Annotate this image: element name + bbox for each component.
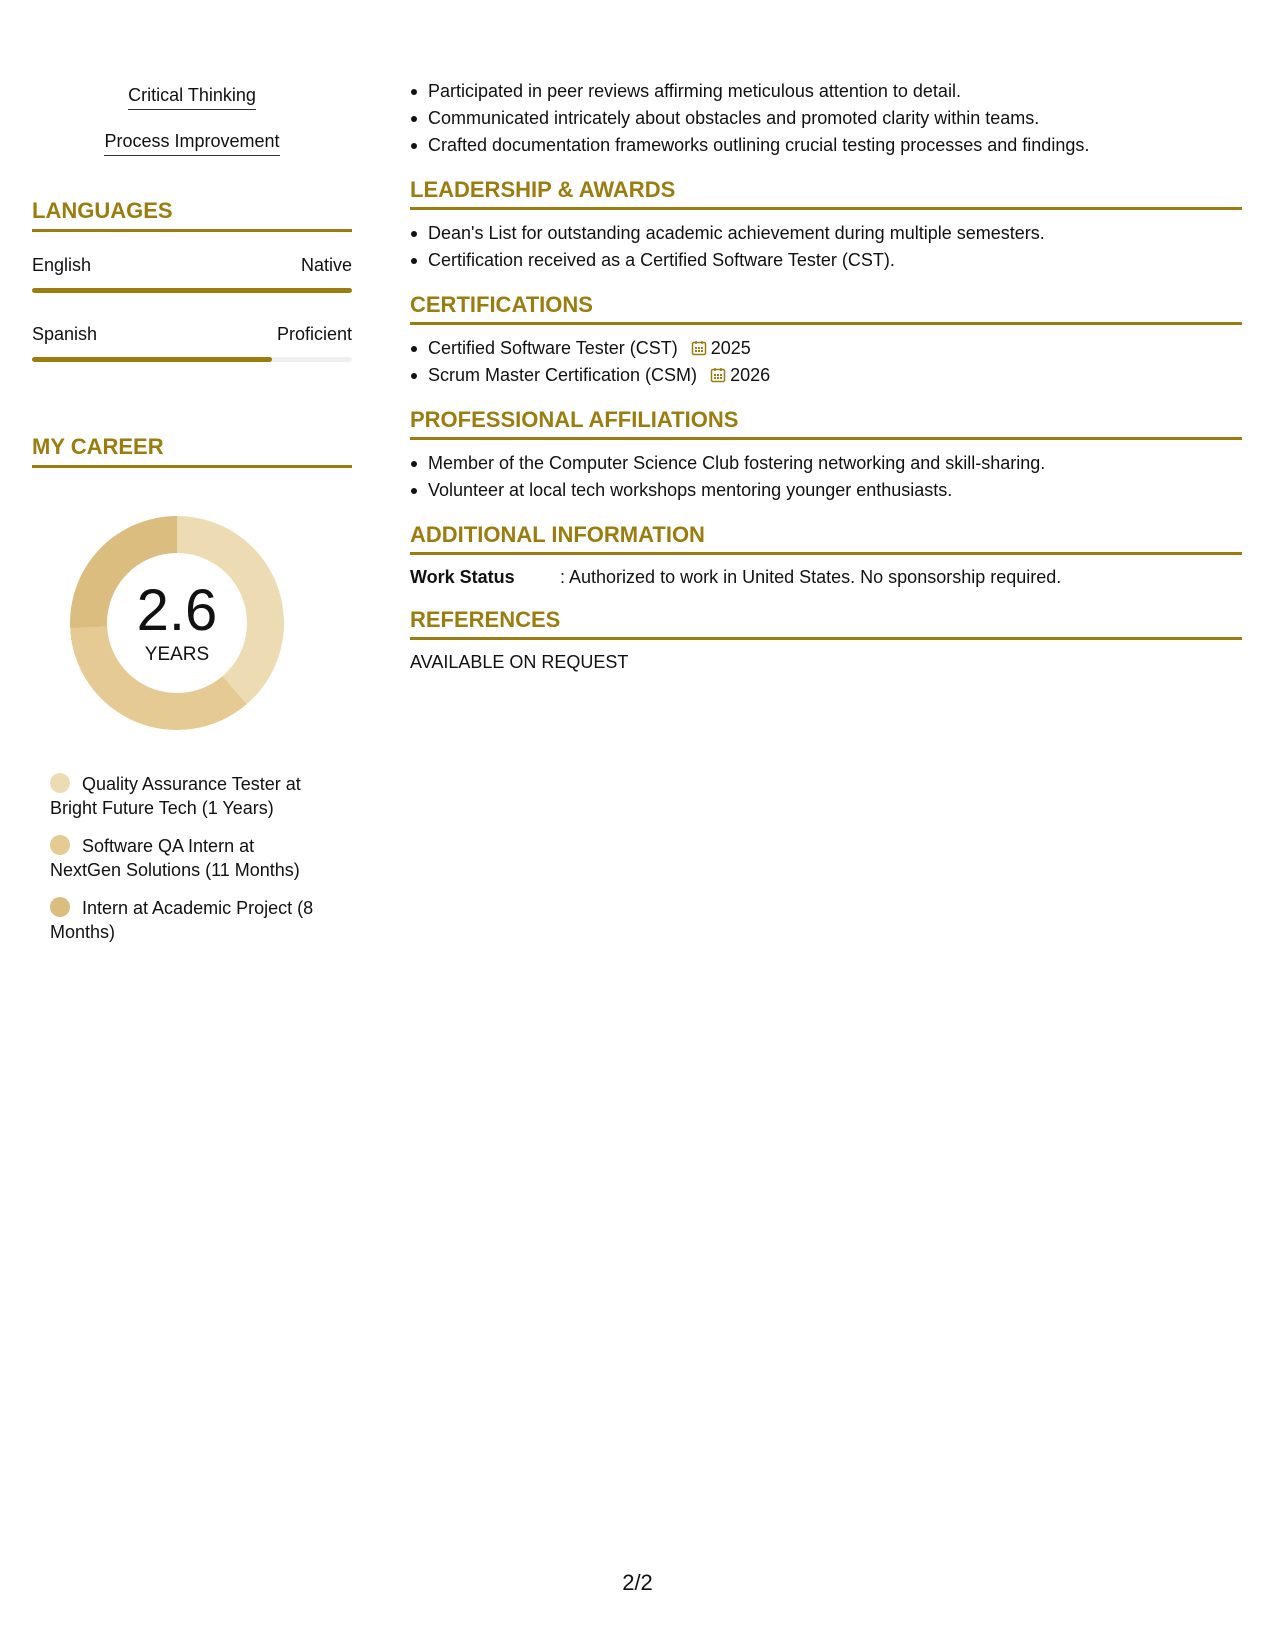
certifications-title: CERTIFICATIONS: [410, 292, 1242, 325]
career-legend: [50, 772, 330, 944]
legend-label: Quality Assurance Tester at Bright Future Tech (1 Years): [50, 774, 301, 818]
bullet-item: Crafted documentation frameworks outlining crucial testing processes and findings.: [410, 132, 1242, 159]
leadership-section: [410, 177, 1242, 274]
work-status-label: Work Status: [410, 567, 515, 587]
language-name: Spanish: [32, 324, 98, 344]
legend-dot: [50, 897, 70, 917]
certification-year: 2025: [710, 338, 751, 358]
skill-label: Critical Thinking: [128, 84, 256, 110]
bullet-item: Communicated intricately about obstacles and promoted clarity within teams.: [410, 105, 1242, 132]
language-bar-fill: [32, 288, 352, 293]
legend-dot: [50, 773, 70, 793]
affiliations-section: [410, 407, 1242, 504]
language-bar: [32, 357, 352, 362]
career-total-unit: YEARS: [144, 644, 210, 665]
work-status-value: : Authorized to work in United States. No sponsorship required.: [560, 567, 1062, 587]
languages-section: [32, 198, 352, 362]
language-item: [32, 254, 352, 293]
bullet-item: Member of the Computer Science Club fostering networking and skill-sharing.: [410, 450, 1242, 477]
calendar-icon: [710, 367, 726, 383]
career-total-value: 2.6: [136, 578, 218, 643]
bullet-item: Volunteer at local tech workshops mentoring younger enthusiasts.: [410, 477, 1242, 504]
legend-item: [50, 772, 330, 820]
language-item: [32, 323, 352, 362]
certification-name: Scrum Master Certification (CSM): [428, 365, 698, 385]
certification-name: Certified Software Tester (CST): [428, 338, 678, 358]
language-level: Native: [300, 255, 352, 275]
references-text: AVAILABLE ON REQUEST: [410, 652, 629, 672]
legend-label: Intern at Academic Project (8 Months): [50, 898, 314, 942]
page-number: 2/2: [622, 1570, 653, 1595]
certification-item: [410, 362, 1242, 389]
language-bar: [32, 288, 352, 293]
certifications-section: [410, 292, 1242, 389]
language-level: Proficient: [276, 324, 352, 344]
right-column: [410, 78, 1242, 674]
calendar-icon: [691, 340, 707, 356]
language-name: English: [32, 255, 92, 275]
bullet-item: Certification received as a Certified Software Tester (CST).: [410, 247, 1242, 274]
legend-label: Software QA Intern at NextGen Solutions (11 Months): [50, 836, 300, 880]
legend-item: [50, 834, 330, 882]
skill-item: [32, 84, 352, 110]
legend-item: [50, 896, 330, 944]
work-status-row: [410, 565, 1242, 589]
left-column: [32, 84, 352, 958]
career-title: MY CAREER: [32, 434, 352, 468]
experience-bullets: [410, 78, 1242, 159]
skill-item: [32, 130, 352, 156]
language-bar-fill: [32, 357, 272, 362]
leadership-title: LEADERSHIP & AWARDS: [410, 177, 1242, 210]
certification-year: 2026: [730, 365, 771, 385]
affiliations-title: PROFESSIONAL AFFILIATIONS: [410, 407, 1242, 440]
bullet-item: Participated in peer reviews affirming meticulous attention to detail.: [410, 78, 1242, 105]
certification-item: [410, 335, 1242, 362]
skill-label: Process Improvement: [104, 130, 279, 156]
career-donut: [62, 508, 292, 738]
additional-title: ADDITIONAL INFORMATION: [410, 522, 1242, 555]
career-section: [32, 434, 352, 944]
references-section: [410, 607, 1242, 674]
additional-section: [410, 522, 1242, 589]
references-title: REFERENCES: [410, 607, 1242, 640]
bullet-item: Dean's List for outstanding academic achievement during multiple semesters.: [410, 220, 1242, 247]
legend-dot: [50, 835, 70, 855]
languages-title: LANGUAGES: [32, 198, 352, 232]
